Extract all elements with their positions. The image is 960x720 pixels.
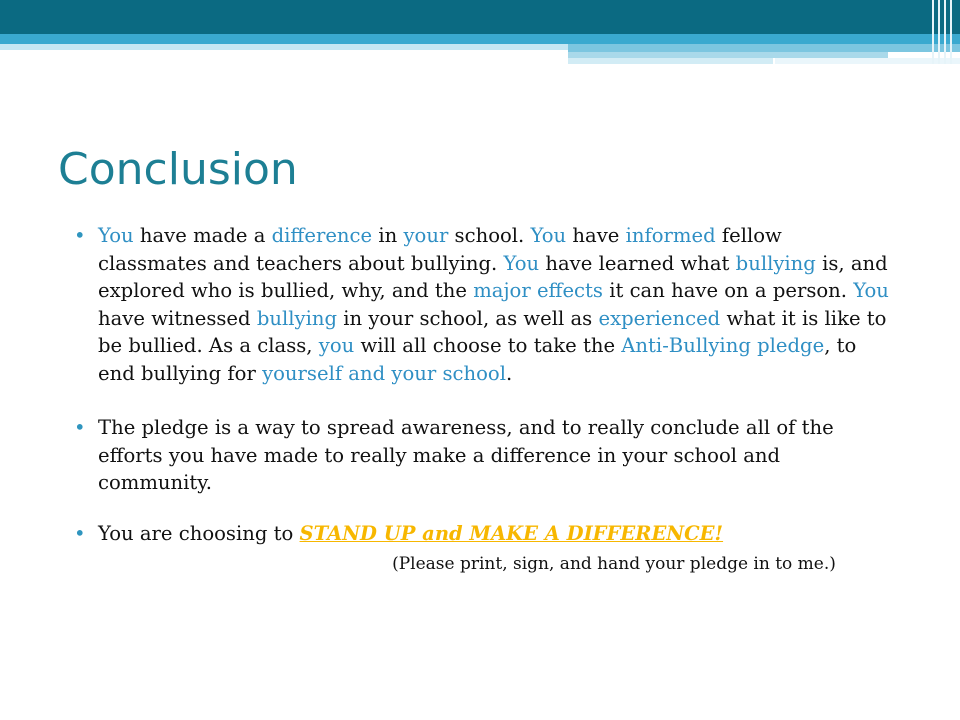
header-band-blue [0,34,960,44]
highlighted-word: Anti-Bullying pledge [621,334,825,357]
slide-title: Conclusion [58,144,298,195]
highlighted-word: You [98,224,134,247]
body-text: have [566,224,626,247]
body-text: will all choose to take the [354,334,622,357]
highlighted-word: difference [271,224,373,247]
pledge-note: (Please print, sign, and hand your pledge in to me.) [392,554,836,574]
highlighted-word: your [403,224,449,247]
highlighted-word: informed [625,224,716,247]
header-accent-stripe [568,44,960,52]
bullet-item-stand-up [74,520,894,548]
header-accent-stripe [568,58,773,64]
body-text: have made a [133,224,272,247]
bullet-item-pledge: • The pledge is a way to spread awareness, and to really conclude all of the efforts you have made to really make a difference in your school and community. [74,414,894,497]
header-band-light [0,44,568,50]
stand-up-prefix: You are choosing to [98,521,300,545]
bullet-item-conclusion [74,222,894,387]
stand-up-link[interactable]: STAND UP and MAKE A DIFFERENCE! [299,521,724,545]
highlighted-word: You [853,279,889,302]
body-text: is, and explored who is bullied, why, and the [98,251,888,302]
highlighted-word: you [318,334,355,357]
highlighted-word: bullying [256,306,338,330]
highlighted-word: experienced [598,306,721,330]
highlighted-word: bullying [735,251,816,275]
body-text: what it is like to be bullied. As a class, [98,306,887,357]
header-vertical-stripe [938,0,940,64]
header-vertical-stripe [932,0,934,64]
highlighted-word: You [503,251,540,275]
header-band-dark [0,0,960,34]
body-text: have learned what [539,251,736,275]
highlighted-word: major effects [473,279,603,302]
header-vertical-stripe [950,0,952,64]
body-text: in [372,224,404,247]
header-vertical-stripe [944,0,946,64]
body-text: fellow classmates and teachers about bullying. [98,224,782,275]
bullet-list [74,222,894,579]
body-text: it can have on a person. [602,279,854,302]
highlighted-word: yourself and your school [262,361,506,385]
body-text: in your school, as well as [337,306,599,330]
body-text: . [505,361,513,385]
highlighted-word: You [530,224,567,247]
body-text: , to end bullying for [98,334,857,385]
body-text: have witnessed [98,306,257,330]
body-text: school. [448,224,531,247]
